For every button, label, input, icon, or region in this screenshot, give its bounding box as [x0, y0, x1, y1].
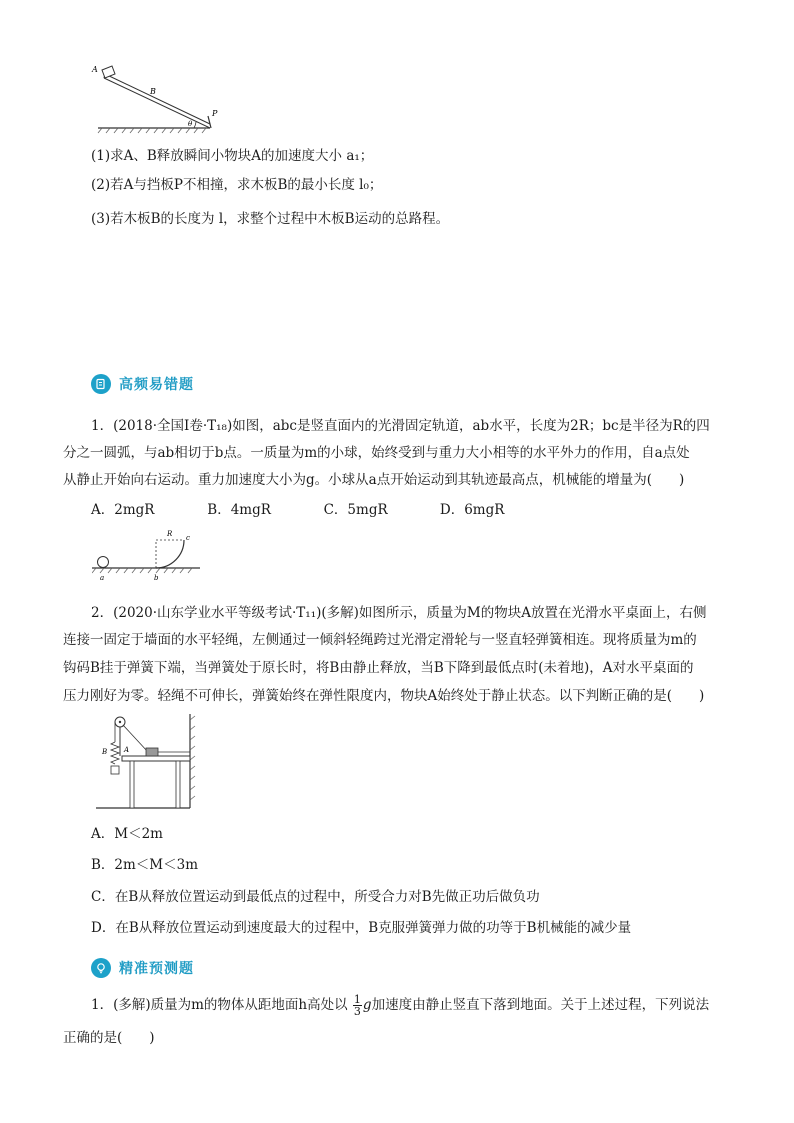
question-1: (1)求A、B释放瞬间小物块A的加速度大小 a₁； — [91, 148, 374, 164]
problem2-option-c[interactable]: C．在B从释放位置运动到最低点的过程中，所受合力对B先做正功后做负功 — [91, 889, 540, 905]
problem2-option-d[interactable]: D．在B从释放位置运动到速度最大的过程中，B克服弹簧弹力做的功等于B机械能的减少量 — [91, 920, 632, 936]
problem3-suffix: 加速度由静止竖直下落到地面。关于上述过程，下列说法 — [371, 997, 710, 1013]
fraction-numerator: 1 — [353, 993, 361, 1006]
problem3-prefix: 1．(多解)质量为m的物体从距地面h高处以 — [91, 997, 348, 1013]
option-a[interactable]: A．2mgR — [91, 502, 155, 518]
label-a: a — [100, 574, 105, 582]
section-header-frequent-errors — [91, 373, 194, 395]
label-a: A — [92, 65, 98, 74]
problem2-option-a[interactable]: A．M＜2m — [91, 826, 163, 842]
label-a: A — [124, 746, 130, 754]
problem3-line2: 正确的是( ) — [63, 1030, 155, 1046]
section-title: 精准预测题 — [119, 961, 194, 977]
problem3-line1 — [91, 990, 709, 1020]
label-b: B — [150, 87, 156, 96]
problem2-option-b[interactable]: B．2m＜M＜3m — [91, 857, 199, 873]
lightbulb-icon — [91, 958, 111, 978]
problem2-line4: 压力刚好为零。轻绳不可伸长，弹簧始终在弹性限度内，物块A始终处于静止状态。以下判断正确的是( ) — [63, 688, 705, 704]
track-figure — [92, 528, 204, 584]
problem2-line2: 连接一固定于墙面的水平轻绳，左侧通过一倾斜轻绳跨过光滑定滑轮与一竖直轻弹簧相连。现将质量为m的 — [63, 632, 697, 648]
section-header-precise-prediction — [91, 957, 194, 979]
problem1-line2: 分之一圆弧，与ab相切于b点。一质量为m的小球，始终受到与重力大小相等的水平外力的作用，自a点处 — [63, 445, 690, 461]
option-c[interactable]: C．5mgR — [323, 502, 388, 518]
question-2: (2)若A与挡板P不相撞，求木板B的最小长度 l₀； — [91, 177, 383, 193]
label-b: B — [102, 748, 108, 756]
label-b: b — [154, 574, 159, 582]
fraction — [353, 994, 362, 1017]
problem2-line1: 2．(2020·山东学业水平等级考试·T₁₁)(多解)如图所示，质量为M的物块A放置在光滑水平桌面上，右侧 — [91, 605, 707, 621]
incline-figure — [90, 60, 230, 135]
label-theta: θ — [188, 120, 193, 128]
option-d[interactable]: D．6mgR — [439, 502, 505, 518]
option-b[interactable]: B．4mgR — [207, 502, 271, 518]
question-3: (3)若木板B的长度为 l，求整个过程中木板B运动的总路程。 — [91, 211, 450, 227]
label-c: c — [186, 534, 190, 542]
fraction-unit: g — [362, 997, 372, 1013]
document-icon — [91, 374, 111, 394]
pulley-table-figure — [90, 712, 200, 812]
section-title: 高频易错题 — [119, 377, 194, 393]
fraction-denominator: 3 — [353, 1005, 361, 1018]
problem2-line3: 钩码B挂于弹簧下端，当弹簧处于原长时，将B由静止释放，当B下降到最低点时(未着地)，A对水平桌面的 — [63, 660, 694, 676]
label-p: P — [212, 109, 218, 118]
problem1-line1: 1．(2018·全国Ⅰ卷·T₁₈)如图，abc是竖直面内的光滑固定轨道，ab水平，长度为2R；bc是半径为R的四 — [91, 418, 710, 434]
problem1-line3: 从静止开始向右运动。重力加速度大小为g。小球从a点开始运动到其轨迹最高点，机械能的增量为( ) — [63, 472, 685, 488]
label-r: R — [167, 530, 173, 538]
problem1-options — [91, 500, 504, 520]
